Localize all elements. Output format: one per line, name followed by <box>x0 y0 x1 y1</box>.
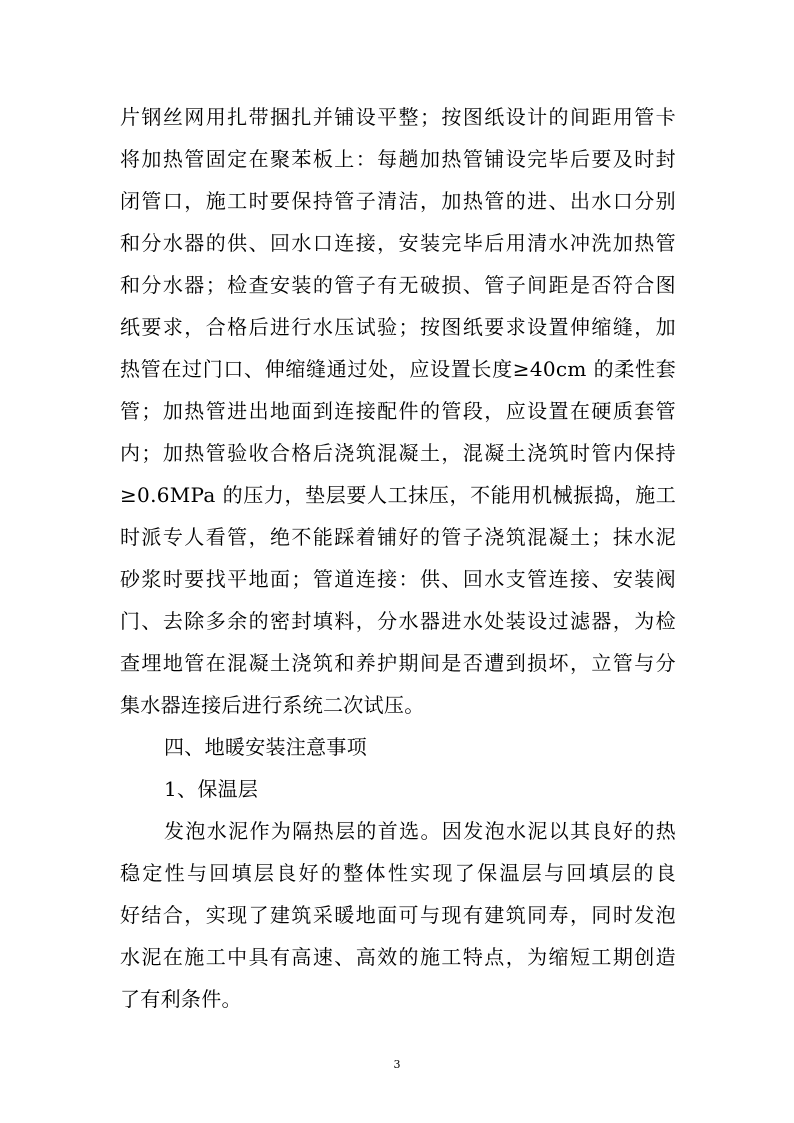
section-heading: 四、地暖安装注意事项 <box>164 735 367 759</box>
text-line: 好结合，实现了建筑采暖地面可与现有建筑同寿，同时发泡 <box>120 903 676 927</box>
body-text <box>120 96 676 1020</box>
text-line: 内；加热管验收合格后浇筑混凝土，混凝土浇筑时管内保持 <box>120 441 676 465</box>
text-line: 集水器连接后进行系统二次试压。 <box>120 693 425 717</box>
text-line: 砂浆时要找平地面；管道连接：供、回水支管连接、安装阀 <box>120 567 676 591</box>
paragraph-installation <box>120 96 676 726</box>
text-line: ≥0.6MPa 的压力，垫层要人工抹压，不能用机械振捣，施工 <box>120 483 676 507</box>
page-number: 3 <box>393 1058 401 1071</box>
text-line: 时派专人看管，绝不能踩着铺好的管子浇筑混凝土；抹水泥 <box>120 525 676 549</box>
text-line: 将加热管固定在聚苯板上：每趟加热管铺设完毕后要及时封 <box>120 147 676 171</box>
text-line: 水泥在施工中具有高速、高效的施工特点，为缩短工期创造 <box>120 945 676 969</box>
subsection-heading: 1、保温层 <box>164 777 259 801</box>
text-line: 发泡水泥作为隔热层的首选。因发泡水泥以其良好的热 <box>164 819 676 843</box>
text-line: 片钢丝网用扎带捆扎并铺设平整；按图纸设计的间距用管卡 <box>120 105 676 129</box>
text-line: 和分水器；检查安装的管子有无破损、管子间距是否符合图 <box>120 273 676 297</box>
text-line: 了有利条件。 <box>120 987 242 1011</box>
text-line: 稳定性与回填层良好的整体性实现了保温层与回填层的良 <box>120 861 676 885</box>
paragraph-insulation <box>120 810 676 1020</box>
text-line: 门、去除多余的密封填料，分水器进水处装设过滤器，为检 <box>120 609 676 633</box>
text-line: 纸要求，合格后进行水压试验；按图纸要求设置伸缩缝，加 <box>120 315 676 339</box>
text-line: 查埋地管在混凝土浇筑和养护期间是否遭到损坏，立管与分 <box>120 651 676 675</box>
text-line: 热管在过门口、伸缩缝通过处，应设置长度≥40cm 的柔性套 <box>120 357 676 381</box>
text-line: 管；加热管进出地面到连接配件的管段，应设置在硬质套管 <box>120 399 676 423</box>
text-line: 和分水器的供、回水口连接，安装完毕后用清水冲洗加热管 <box>120 231 676 255</box>
text-line: 闭管口，施工时要保持管子清洁，加热管的进、出水口分别 <box>120 189 676 213</box>
